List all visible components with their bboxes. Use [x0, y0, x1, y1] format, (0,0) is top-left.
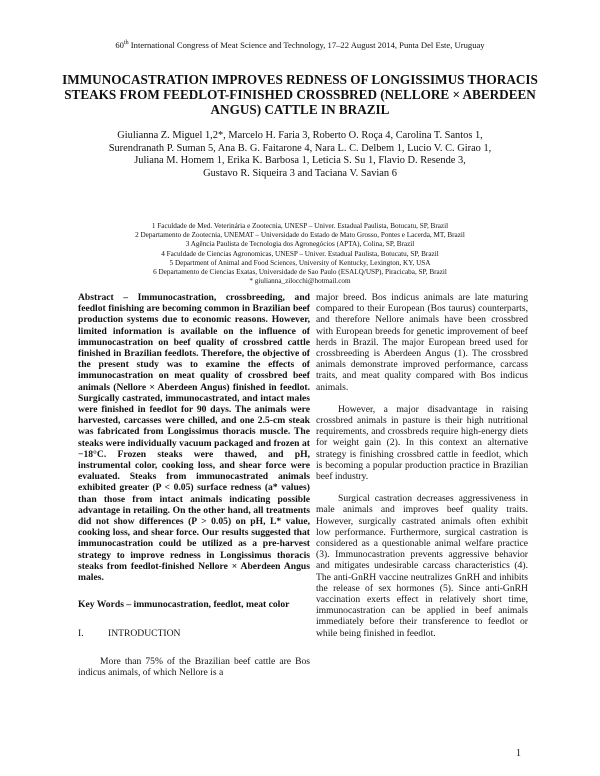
running-header: [0, 40, 600, 50]
paper-title: IMMUNOCASTRATION IMPROVES REDNESS OF LONGISSIMUS THORACIS STEAKS FROM FEEDLOT-FINISHED CROSSBRED (NELLORE × ABERDEEN ANGUS) CATTLE IN BRAZIL: [62, 72, 538, 117]
header-sup: th: [123, 40, 129, 47]
body-paragraph: However, a major disadvantage in raising crossbred animals in pasture is their high nutritional requirements, and crossbreds require high-energy diets for weight gain (2). In this context an alternative strategy is finishing crossbred cattle in feedlot, which is becoming a popular production practice in Brazilian beef industry.: [316, 403, 528, 483]
body-paragraph: Surgical castration decreases aggressiveness in male animals and improves beef quality traits. However, surgically castrated animals often exhibit low performance. Furthermore, surgical castration is considered as a questionable animal welfare practice (3). Immunocastration prevents aggressive behavior and mitigates undesirable carcass characteristics (4). The anti-GnRH vaccine neutralizes GnRH and inhibits the release of sex hormones (5). Since anti-GnRH vaccination exerts effect in relatively short time, immunocastration can be applied in beef animals immediately before their transference to feedlot or while being finished in feedlot.: [316, 493, 528, 639]
section-heading: [78, 628, 310, 639]
corresponding-email: * giulianna_zilocchi@hotmail.com: [249, 277, 351, 286]
intro-paragraph: More than 75% of the Brazilian beef cattle are Bos indicus animals, of which Nellore is a: [78, 655, 310, 678]
keywords: Key Words – immunocastration, feedlot, meat color: [78, 599, 290, 611]
header-text: International Congress of Meat Science and Technology, 17–22 August 2014, Punta Del Este, Uruguay: [128, 40, 485, 50]
section-title: INTRODUCTION: [108, 628, 181, 640]
author-line: Surendranath P. Suman 5, Ana B. G. Faitarone 4, Nara L. C. Delbem 1, Lucio V. C. Girao 1,: [108, 142, 492, 154]
author-line: Gustavo R. Siqueira 3 and Taciana V. Savian 6: [203, 167, 397, 179]
author-line: Juliana M. Homem 1, Erika K. Barbosa 1, Leticia S. Su 1, Flavio D. Resende 3,: [134, 155, 466, 167]
affiliation-list: [60, 222, 540, 286]
author-line: Giulianna Z. Miguel 1,2*, Marcelo H. Faria 3, Roberto O. Roça 4, Carolina T. Santos 1,: [117, 130, 483, 141]
abstract: Abstract – Immunocastration, crossbreeding, and feedlot finishing are becoming common in Brazilian beef production systems due to economic reasons. However, limited information is available on the influence of immunocastration on beef quality of crossbred cattle finished in Brazilian feedlots. Therefore, the objective of the present study was to examine the effects of immunocastration on meat quality of crossbred beef animals (Nellore × Aberdeen Angus) finished in feedlot. Surgically castrated, immunocastrated, and intact males were finished in feedlot for 90 days. The animals were harvested, carcasses were chilled, and one 2.5-cm steak was fabricated from Longissimus thoracis muscle. The steaks were individually vacuum packaged and frozen at −18°C. Frozen steaks were thawed, and pH, instrumental color, cooking loss, and shear force were evaluated. Steaks from immunocastrated animals exhibited greater (P < 0.05) surface redness (a* values) than those from intact animals indicating possible advantage in retailing. On the other hand, all treatments did not show differences (P > 0.05) on pH, L* value, cooking loss, and shear force. Our results suggested that immunocastration could be utilized as a pre-harvest strategy to improve redness in Longissimus thoracis steaks from feedlot-finished Nellore × Aberdeen Angus males.: [78, 292, 310, 584]
affiliation: 1 Faculdade de Med. Veterinária e Zootecnia, UNESP – Univer. Estadual Paulista, Botucatu, SP, Brazil: [151, 222, 449, 230]
affiliation: 5 Department of Animal and Food Sciences, University of Kentucky, Lexington, KY, USA: [169, 258, 431, 267]
right-column: [316, 292, 528, 650]
section-number: I.: [78, 628, 84, 640]
affiliation: 2 Departamento de Zootecnia, UNEMAT – Universidade do Estado de Mato Grosso, Pontes e Lacerda, MT, Brazil: [135, 231, 465, 240]
header-ordinal: 60: [115, 40, 124, 50]
affiliation: 3 Agência Paulista de Tecnologia dos Agronegócios (APTA), Colina, SP, Brazil: [185, 240, 415, 249]
affiliation: 4 Faculdade de Ciencias Agronomicas, UNESP – Univer. Estadual Paulista, Botucatu, SP, Brazil: [161, 249, 439, 258]
left-column: [78, 292, 310, 678]
affiliation: 6 Departamento de Ciencias Exatas, Universidade de Sao Paulo (ESALQ/USP), Piracicaba, SP, Brazil: [153, 268, 447, 277]
author-list: [60, 130, 540, 180]
page-number: 1: [516, 748, 521, 759]
body-paragraph: major breed. Bos indicus animals are late maturing compared to their European (Bos taurus) counterparts, and therefore Nellore animals have been crossbred with European breeds for genetic improvement of beef herds in Brazil. The major European breed used for crossbreeding is Aberdeen Angus (1). The crossbred animals demonstrate improved performance, carcass traits, and meat quality compared with Bos indicus animals.: [316, 292, 528, 393]
